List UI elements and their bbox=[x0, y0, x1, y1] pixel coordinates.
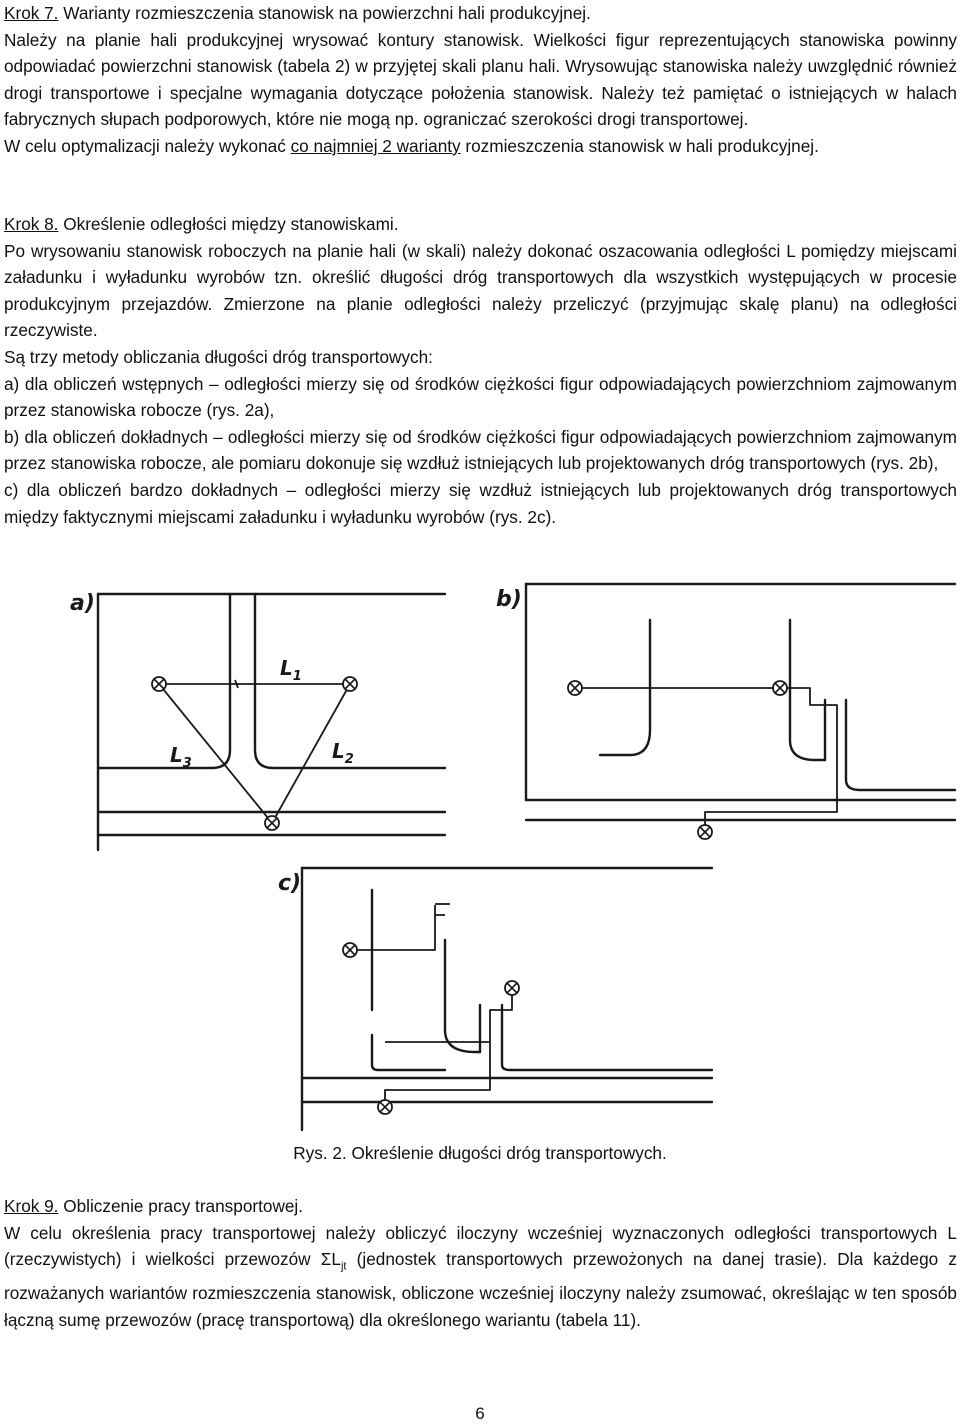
step-9-label: Krok 9. bbox=[4, 1196, 59, 1216]
station-marker-icon bbox=[265, 816, 279, 830]
section-step-7 bbox=[4, 0, 957, 160]
step-7-label: Krok 7. bbox=[4, 3, 59, 23]
step-8-methods-intro: Są trzy metody obliczania długości dróg transportowych: bbox=[4, 346, 433, 367]
step-7-title: Warianty rozmieszczenia stanowisk na powierzchni hali produkcyjnej. bbox=[63, 3, 591, 23]
step-8-title: Określenie odległości między stanowiskami. bbox=[63, 214, 399, 234]
step-8-paragraph: Po wrysowaniu stanowisk roboczych na planie hali (w skali) należy dokonać oszacowania odległości L pomiędzy miejscami załadunku i wyładunku wyrobów tzn. określić długości dróg transportowych dla wszystkich występujących w procesie produkcyjnym przejazdów. Zmierzone na planie odległości należy przeliczyć (przyjmując skalę planu) na odległości rzeczywiste. bbox=[4, 240, 957, 341]
step-7-heading bbox=[4, 0, 957, 27]
step-8-label: Krok 8. bbox=[4, 214, 59, 234]
method-b: b) dla obliczeń dokładnych – odległości mierzy się od środków ciężkości figur odpowiadających powierzchniom zajmowanym przez stanowiska robocze, ale pomiaru dokonuje się wzdłuż istniejących lub projektowanych dróg transportowych (rys. 2b), bbox=[4, 426, 957, 474]
label-l1: $L_1$ bbox=[280, 656, 302, 684]
figure-b-diagram bbox=[480, 580, 960, 850]
station-marker-icon bbox=[698, 825, 712, 839]
step-9-heading bbox=[4, 1193, 957, 1220]
variants-emphasis: co najmniej 2 warianty bbox=[290, 135, 461, 156]
figure-c-label: c) bbox=[278, 871, 302, 896]
label-l2: $L_2$ bbox=[332, 739, 354, 767]
station-marker-icon bbox=[773, 681, 787, 695]
figure-caption: Rys. 2. Określenie długości dróg transportowych. bbox=[293, 1143, 667, 1163]
figure-a-diagram bbox=[50, 580, 450, 850]
figure-b-label: b) bbox=[496, 587, 522, 612]
step-7-paragraph: Należy na planie hali produkcyjnej wrysować kontury stanowisk. Wielkości figur reprezentujących stanowiska powinny odpowiadać powierzchni stanowisk (tabela 2) w przyjętej skali planu hali. Wrysowując stanowiska należy uwzględnić również drogi transportowe i specjalne wymagania dotyczące położenia stanowisk. Należy też pamiętać o istniejących w halach fabrycznych słupach podporowych, które nie mogą np. ograniczać szerokości drogi transportowej. bbox=[4, 29, 957, 130]
method-c: c) dla obliczeń bardzo dokładnych – odległości mierzy się wzdłuż istniejących lub projektowanych dróg transportowych między faktycznymi miejscami załadunku i wyładunku wyrobów (rys. 2c). bbox=[4, 479, 957, 527]
section-step-8 bbox=[4, 211, 957, 530]
station-marker-icon bbox=[343, 677, 357, 691]
station-marker-icon bbox=[568, 681, 582, 695]
station-marker-icon bbox=[505, 981, 519, 995]
step-7-paragraph-variants bbox=[4, 133, 957, 160]
step-9-title: Obliczenie pracy transportowej. bbox=[63, 1196, 304, 1216]
variants-text-end: rozmieszczenia stanowisk w hali produkcyjnej. bbox=[460, 135, 819, 156]
station-marker-icon bbox=[378, 1100, 392, 1114]
step-9-text-start: W celu określenia pracy transportowej należy obliczyć iloczyny wcześniej wyznaczonych odległości transportowych L (rzeczywistych) i wielkości przewozów ΣL bbox=[4, 1222, 957, 1270]
step-9-paragraph bbox=[4, 1220, 957, 1334]
figure-a-label: a) bbox=[70, 591, 95, 616]
step-8-heading bbox=[4, 211, 957, 238]
method-a: a) dla obliczeń wstępnych – odległości mierzy się od środków ciężkości figur odpowiadających powierzchniom zajmowanym przez stanowiska robocze (rys. 2a), bbox=[4, 373, 957, 421]
step-9-subscript: jt bbox=[340, 1260, 347, 1273]
section-step-9 bbox=[4, 1193, 957, 1333]
step-9-text-end: (jednostek transportowych przewożonych na danej trasie). Dla każdego z rozważanych wariantów rozmieszczenia stanowisk, obliczone wcześniej iloczyny należy zsumować, określając w ten sposób łączną sumę przewozów (pracę transportową) dla określonego wariantu (tabela 11). bbox=[4, 1249, 958, 1330]
figure-c-diagram bbox=[250, 860, 720, 1140]
variants-text-start: W celu optymalizacji należy wykonać bbox=[4, 135, 291, 156]
label-l3: $L_3$ bbox=[170, 743, 192, 771]
station-marker-icon bbox=[152, 677, 166, 691]
station-marker-icon bbox=[343, 943, 357, 957]
page-number: 6 bbox=[475, 1404, 485, 1423]
